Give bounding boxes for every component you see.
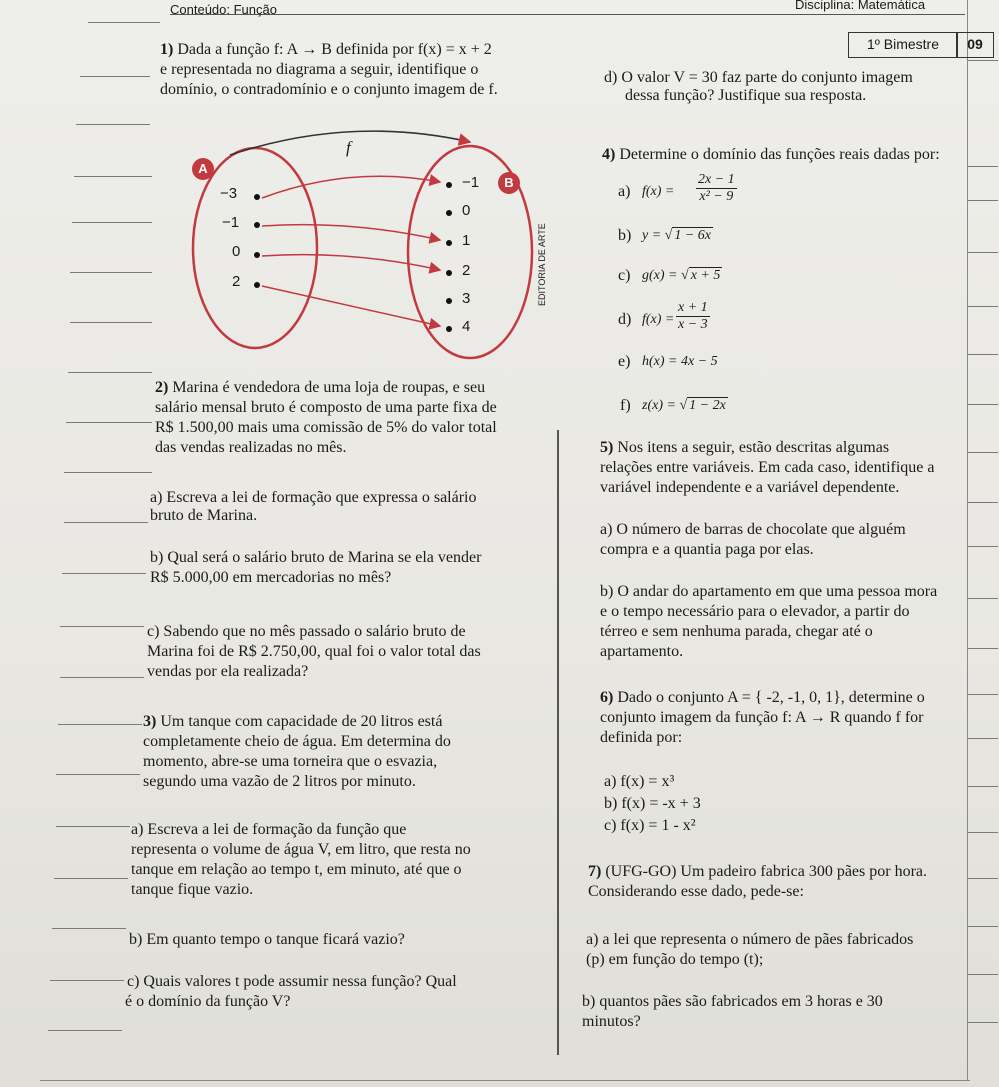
margin-line — [74, 176, 152, 177]
art-credit: EDITORIA DE ARTE — [537, 223, 547, 306]
margin-line — [56, 774, 140, 775]
q3a-line-2: representa o volume de água V, em litro, que resta no — [131, 841, 471, 858]
set-a-element: 0 — [232, 243, 241, 260]
margin-line — [968, 452, 998, 453]
q1d-line-2: dessa função? Justifique sua resposta. — [625, 87, 867, 104]
q4f-label: f) — [620, 397, 631, 414]
map-arrow — [262, 225, 440, 240]
q5b-line-4: apartamento. — [600, 643, 684, 660]
set-b-dot — [446, 298, 452, 304]
set-a-element: 2 — [232, 273, 241, 290]
margin-line — [968, 200, 998, 201]
set-a-dot — [254, 194, 260, 200]
margin-line — [968, 926, 998, 927]
margin-line — [968, 166, 998, 167]
margin-line — [968, 786, 998, 787]
margin-line — [968, 974, 998, 975]
set-a-ellipse — [193, 148, 317, 348]
q4c-expr: g(x) = √ x + 5 — [642, 268, 721, 283]
q2c-line-1: c) Sabendo que no mês passado o salário bruto de — [147, 623, 466, 640]
q5b-line-1: b) O andar do apartamento em que uma pessoa mora — [600, 583, 938, 600]
q4-title: 4) Determine o domínio das funções reais dadas por: — [602, 146, 940, 163]
q2-line-1: 2) Marina é vendedora de uma loja de roupas, e seu — [155, 379, 486, 396]
margin-line — [968, 694, 998, 695]
q1-line-2: e representada no diagrama a seguir, identifique o — [160, 61, 479, 78]
page-number-box — [956, 32, 994, 58]
margin-line — [968, 648, 998, 649]
set-b-element: 0 — [462, 202, 471, 219]
q2b-line-1: b) Qual será o salário bruto de Marina se ela vender — [150, 549, 482, 566]
set-b-element: 1 — [462, 232, 471, 249]
margin-line — [76, 124, 150, 125]
q1-line-1: 1) Dada a função f: A → B definida por f(x) = x + 2 — [160, 41, 492, 58]
set-b-element: 2 — [462, 262, 471, 279]
q4e-expr: h(x) = 4x − 5 — [642, 354, 718, 369]
margin-line — [968, 306, 998, 307]
margin-line — [60, 626, 144, 627]
q7-line-1: 7) (UFG-GO) Um padeiro fabrica 300 pães por hora. — [588, 863, 927, 880]
right-border — [967, 0, 968, 1080]
page-number: 09 — [967, 36, 983, 52]
set-b-label: B — [498, 172, 520, 194]
content-label: Conteúdo: Função — [170, 2, 277, 17]
margin-line — [72, 222, 152, 223]
margin-line — [60, 677, 144, 678]
margin-line — [52, 928, 126, 929]
q3-line-1: 3) Um tanque com capacidade de 20 litros está — [143, 713, 443, 730]
q4a-label: a) — [618, 183, 631, 200]
bottom-line — [40, 1080, 970, 1081]
q4d-label: d) — [618, 311, 632, 328]
diagram-f-label: f — [346, 138, 351, 157]
margin-line — [70, 272, 152, 273]
margin-line — [88, 22, 160, 23]
q2a-line-1: a) Escreva a lei de formação que expressa o salário — [150, 489, 477, 506]
margin-line — [968, 252, 998, 253]
margin-line — [66, 422, 152, 423]
q5-line-2: relações entre variáveis. Em cada caso, identifique a — [600, 459, 935, 476]
set-b-element: 3 — [462, 290, 471, 307]
margin-line — [50, 980, 124, 981]
margin-line — [64, 522, 148, 523]
column-divider — [557, 430, 559, 1055]
margin-line — [48, 1030, 122, 1031]
margin-line — [968, 1022, 998, 1023]
map-arrow — [262, 255, 440, 270]
set-a-label: A — [192, 158, 214, 180]
margin-line — [70, 322, 152, 323]
map-arrow — [262, 176, 440, 198]
set-b-dot — [446, 326, 452, 332]
discipline-label: Disciplina: Matemática — [795, 0, 926, 12]
margin-line — [968, 878, 998, 879]
term-box — [848, 32, 958, 58]
q7b-line-1: b) quantos pães são fabricados em 3 horas e 30 — [582, 993, 883, 1010]
q3a-line-3: tanque em relação ao tempo t, em minuto, até que o — [131, 861, 462, 878]
margin-line — [968, 60, 998, 61]
q2c-line-3: vendas por ela realizada? — [147, 663, 309, 680]
margin-line — [68, 372, 152, 373]
q4b-label: b) — [618, 227, 632, 244]
q3a-line-4: tanque fique vazio. — [131, 881, 254, 898]
q5-line-1: 5) Nos itens a seguir, estão descritas algumas — [600, 439, 890, 456]
q7-line-2: Considerando esse dado, pede-se: — [588, 883, 804, 900]
set-b-element: −1 — [462, 174, 480, 191]
q6c: c) f(x) = 1 - x² — [604, 817, 696, 834]
q7a-line-2: (p) em função do tempo (t); — [586, 951, 764, 968]
q2a-line-2: bruto de Marina. — [150, 507, 258, 524]
margin-line — [64, 472, 152, 473]
q7b-line-2: minutos? — [582, 1013, 641, 1030]
q4c-label: c) — [618, 267, 631, 284]
term-text: 1º Bimestre — [866, 36, 940, 52]
margin-line — [62, 573, 146, 574]
q7a-line-1: a) a lei que representa o número de pães fabricados — [586, 931, 914, 948]
q4f-expr: z(x) = √ 1 − 2x — [642, 398, 726, 413]
q6b: b) f(x) = -x + 3 — [604, 795, 701, 812]
q5a-line-1: a) O número de barras de chocolate que alguém — [600, 521, 906, 538]
q6a: a) f(x) = x³ — [604, 773, 675, 790]
q5a-line-2: compra e a quantia paga por elas. — [600, 541, 814, 558]
set-a-element: −3 — [220, 185, 238, 202]
set-b-dot — [446, 270, 452, 276]
margin-line — [58, 724, 142, 725]
q3a-line-1: a) Escreva a lei de formação da função que — [131, 821, 407, 838]
margin-line — [968, 354, 998, 355]
q3-line-2: completamente cheio de água. Em determina do — [143, 733, 451, 750]
q2-line-3: R$ 1.500,00 mais uma comissão de 5% do valor total — [155, 419, 497, 436]
set-b-dot — [446, 240, 452, 246]
margin-line — [56, 826, 130, 827]
q4a-fraction: $\frac{2x - 1}{\text{x² − 9}}$ — [698, 172, 735, 204]
q4a-lhs: f(x) = — [642, 184, 675, 199]
q3c-line-2: é o domínio da função V? — [125, 993, 291, 1010]
q4d-lhs: f(x) = — [642, 312, 675, 327]
q5b-line-3: térreo e sem nenhuma parada, chegar até o — [600, 623, 873, 640]
q5b-line-2: e o tempo necessário para o elevador, a partir do — [600, 603, 910, 620]
q1-line-3: domínio, o contradomínio e o conjunto imagem de f. — [160, 81, 498, 98]
set-b-dot — [446, 182, 452, 188]
q3b-line-1: b) Em quanto tempo o tanque ficará vazio? — [129, 931, 405, 948]
q4d-fraction: $\frac{x + 1}{x - 3}$ — [678, 300, 708, 332]
margin-line — [968, 502, 998, 503]
margin-line — [968, 546, 998, 547]
margin-line — [968, 832, 998, 833]
set-a-dot — [254, 222, 260, 228]
q6-line-1: 6) Dado o conjunto A = { -2, -1, 0, 1}, determine o — [600, 689, 925, 706]
q5-line-3: variável independente e a variável dependente. — [600, 479, 900, 496]
q2-line-2: salário mensal bruto é composto de uma parte fixa de — [155, 399, 497, 416]
q2-line-4: das vendas realizadas no mês. — [155, 439, 347, 456]
set-a-element: −1 — [222, 214, 240, 231]
margin-line — [80, 76, 150, 77]
set-b-dot — [446, 210, 452, 216]
margin-line — [54, 878, 128, 879]
q3-line-4: segundo uma vazão de 2 litros por minuto. — [143, 773, 416, 790]
q6-line-3: definida por: — [600, 729, 683, 746]
set-a-dot — [254, 282, 260, 288]
set-b-element: 4 — [462, 318, 471, 335]
q3-line-3: momento, abre-se uma torneira que o esvazia, — [143, 753, 438, 770]
q2c-line-2: Marina foi de R$ 2.750,00, qual foi o valor total das — [147, 643, 481, 660]
q1d-line-1: d) O valor V = 30 faz parte do conjunto imagem — [604, 69, 913, 86]
function-diagram — [170, 130, 550, 370]
set-a-dot — [254, 252, 260, 258]
margin-line — [968, 404, 998, 405]
q6-line-2: conjunto imagem da função f: A → R quando f for — [600, 709, 924, 726]
q2b-line-2: R$ 5.000,00 em mercadorias no mês? — [150, 569, 392, 586]
margin-line — [968, 598, 998, 599]
q4e-label: e) — [618, 353, 631, 370]
q4b-expr: y = √ 1 − 6x — [642, 228, 712, 243]
q3c-line-1: c) Quais valores t pode assumir nessa função? Qual — [127, 973, 457, 990]
margin-line — [968, 738, 998, 739]
